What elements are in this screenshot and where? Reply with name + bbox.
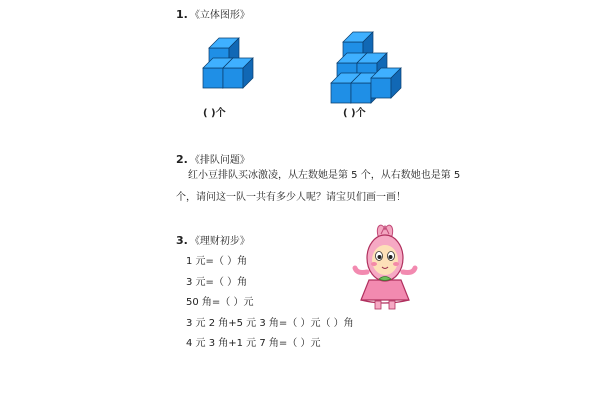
money-line-3[interactable]: 50 角=（ ）元 [186,297,254,308]
figure-2-answer[interactable]: ( )个 [343,108,366,119]
section1-title: 1. 《立体图形》 [176,8,250,21]
section2-line1: 红小豆排队买冰激凌，从左数她是第 5 个，从右数她也是第 5 [188,170,461,181]
section3-title: 3. 《理财初步》 [176,234,250,247]
money-line-4[interactable]: 3 元 2 角+5 元 3 角=（ ）元（ ）角 [186,318,354,329]
section2-title: 2. 《排队问题》 [176,153,250,166]
figure-1-answer[interactable]: ( )个 [203,108,226,119]
money-line-1[interactable]: 1 元=（ ）角 [186,256,248,267]
red-bean-girl-mascot-icon [345,222,425,312]
section2-line2: 个，请问这一队一共有多少人呢？请宝贝们画一画！ [176,192,406,203]
money-line-2[interactable]: 3 元=（ ）角 [186,277,248,288]
money-line-5[interactable]: 4 元 3 角+1 元 7 角=（ ）元 [186,338,321,349]
